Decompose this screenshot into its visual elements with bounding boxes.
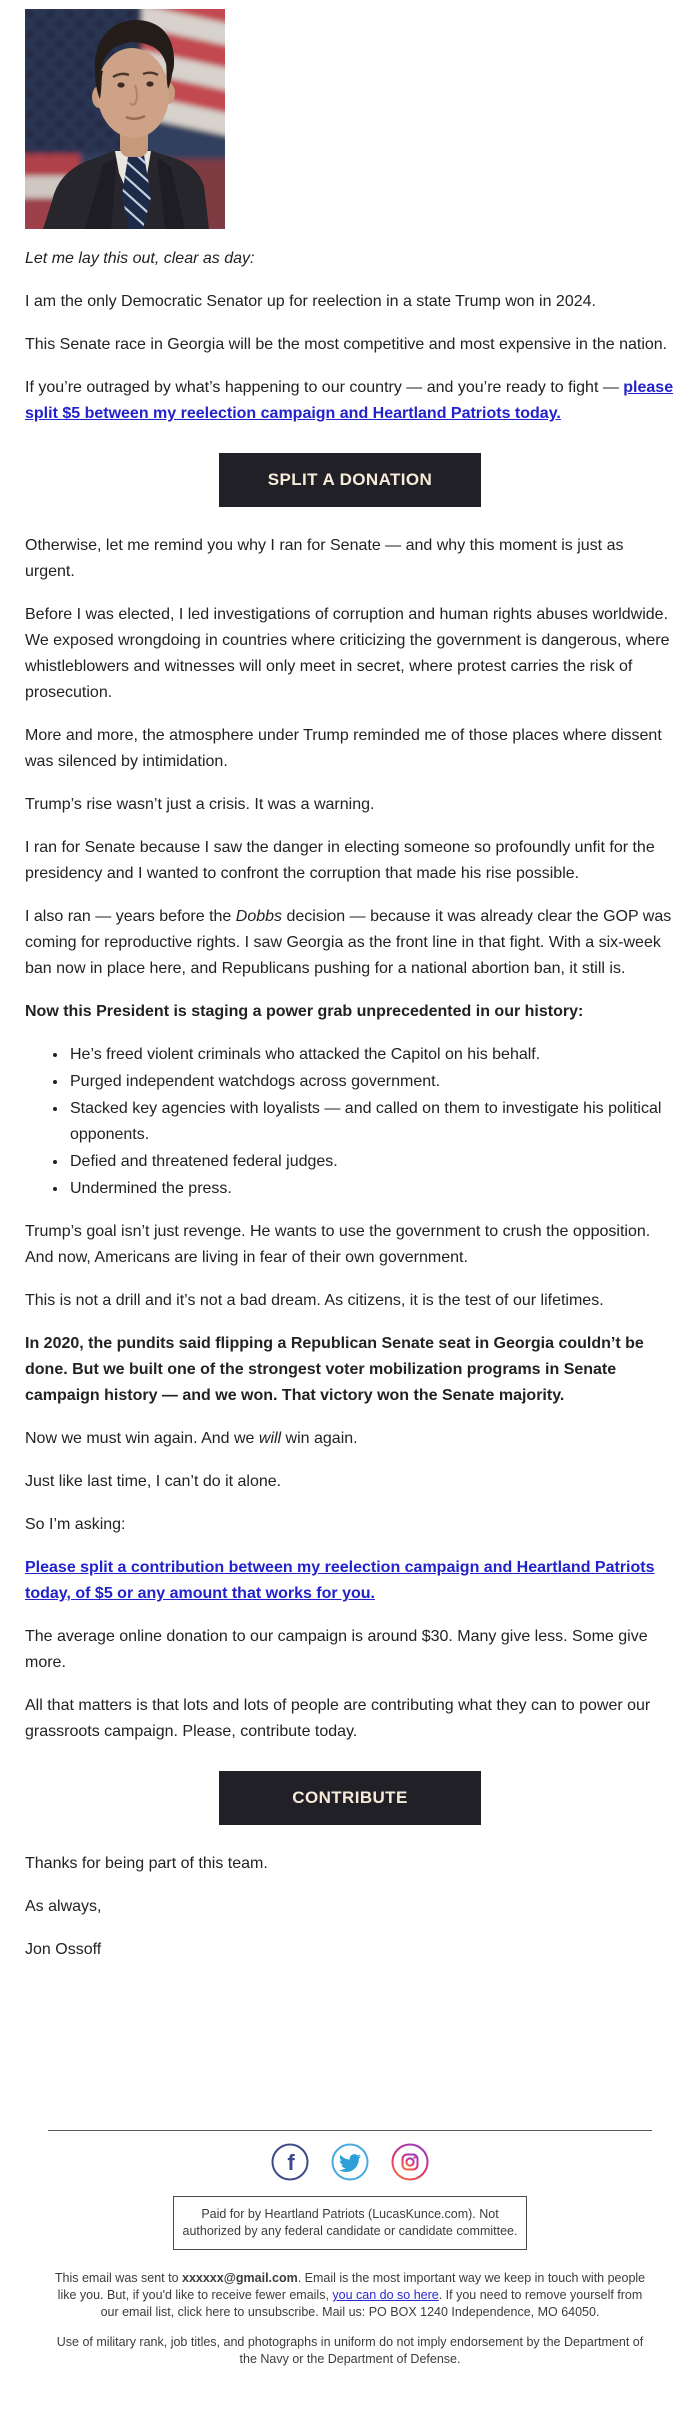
paid-for-disclaimer-box <box>173 2196 527 2250</box>
p-split-contribution <box>25 1555 675 1607</box>
footer-email-text <box>50 2270 650 2321</box>
svg-text:f: f <box>287 2150 295 2175</box>
jon-ossoff-photo <box>25 9 225 229</box>
p-not-a-drill: This is not a drill and it’s not a bad dream. As citizens, it is the test of our lifetimes. <box>25 1292 604 1309</box>
p-win-again <box>25 1426 675 1452</box>
p-thanks: Thanks for being part of this team. <box>25 1855 268 1872</box>
facebook-icon <box>271 2143 309 2181</box>
p-win-again-post: win again. <box>281 1430 358 1447</box>
jon-ossoff-photo-graphic <box>25 9 225 229</box>
footer-divider <box>48 2130 652 2131</box>
fewer-emails-link[interactable]: you can do so here <box>332 2288 439 2302</box>
p-otherwise: Otherwise, let me remind you why I ran for Senate — and why this moment is just as urgent. <box>25 537 624 580</box>
p-win-again-pre: Now we must win again. And we <box>25 1430 259 1447</box>
twitter-link[interactable] <box>331 2143 369 2181</box>
p-outraged <box>25 375 675 427</box>
intro-line: Let me lay this out, clear as day: <box>25 250 255 267</box>
instagram-link[interactable] <box>391 2143 429 2181</box>
signature: Jon Ossoff <box>25 1941 102 1958</box>
footer-sent-post: . If you need to remove yourself from our email list, click here to unsubscribe. Mail us: PO BOX 1240 Independence, MO 64050. <box>100 2288 643 2319</box>
p-also-ran-post: decision — because it was already clear the GOP was coming for reproductive rights. I saw Georgia as the front line in that fight. With a six-week ban now in place here, and Republicans pushing for a national abortion ban, it still is. <box>25 908 672 977</box>
paid-for-text: Paid for by Heartland Patriots (LucasKunce.com). Not authorized by any federal candidate or candidate committee. <box>182 2207 518 2238</box>
power-grab-bullet-list <box>25 1042 675 1202</box>
p-cant-do-it-alone: Just like last time, I can’t do it alone. <box>25 1473 282 1490</box>
p-so-im-asking: So I’m asking: <box>25 1516 126 1533</box>
military-disclaimer: Use of military rank, job titles, and photographs in uniform do not imply endorsement by the Department of the Navy or the Department of Defense. <box>56 2335 644 2366</box>
bullet-item: • He’s freed violent criminals who attacked the Capitol on his behalf. <box>68 1042 675 1068</box>
bullet-item: • Undermined the press. <box>68 1176 675 1202</box>
recipient-email: xxxxxx@gmail.com <box>182 2271 298 2285</box>
dobbs-italic: Dobbs <box>235 908 283 925</box>
footer-sent-pre: This email was sent to <box>54 2271 182 2285</box>
p-only-democrat: I am the only Democratic Senator up for reelection in a state Trump won in 2024. <box>25 293 596 310</box>
p-average-donation: The average online donation to our campaign is around $30. Many give less. Some give more. <box>25 1628 648 1671</box>
bullet-item: • Purged independent watchdogs across government. <box>68 1069 675 1095</box>
instagram-icon <box>391 2143 429 2181</box>
p-2020-pundits: In 2020, the pundits said flipping a Republican Senate seat in Georgia couldn’t be done. But we built one of the strongest voter mobilization programs in Senate campaign history — and we won. That victory won the Senate majority. <box>25 1335 644 1404</box>
p-outraged-text: If you’re outraged by what’s happening to our country — and you’re ready to fight — <box>25 379 624 396</box>
p-trumps-rise: Trump’s rise wasn’t just a crisis. It was a warning. <box>25 796 375 813</box>
p-senate-race: This Senate race in Georgia will be the most competitive and most expensive in the nation. <box>25 336 668 353</box>
social-row <box>25 2143 675 2181</box>
footer-sent-mid: . Email is the most important way we keep in touch with people like you. But, if you'd like to receive fewer emails, <box>57 2271 646 2302</box>
split-a-donation-button[interactable]: SPLIT A DONATION <box>219 453 481 507</box>
split-five-dollars-link[interactable]: please split $5 between my reelection campaign and Heartland Patriots today. <box>25 379 674 422</box>
p-as-always: As always, <box>25 1898 102 1915</box>
twitter-icon <box>331 2143 369 2181</box>
will-italic: will <box>258 1430 282 1447</box>
p-all-that-matters: All that matters is that lots and lots of people are contributing what they can to power our grassroots campaign. Please, contribute today. <box>25 1697 651 1740</box>
split-contribution-link[interactable]: Please split a contribution between my reelection campaign and Heartland Patriots today, of $5 or any amount that works for you. <box>25 1559 655 1602</box>
p-also-ran <box>25 904 675 982</box>
bullet-item: • Defied and threatened federal judges. <box>68 1149 675 1175</box>
p-trumps-goal: Trump’s goal isn’t just revenge. He wants to use the government to crush the opposition. And now, Americans are living in fear of their own government. <box>25 1223 651 1266</box>
p-also-ran-pre: I also ran — years before the <box>25 908 236 925</box>
p-before-elected: Before I was elected, I led investigations of corruption and human rights abuses worldwide. We exposed wrongdoing in countries where criticizing the government is dangerous, where whistleblowers and witnesses will only meet in secret, where protest carries the risk of prosecution. <box>25 606 670 701</box>
p-ran-for-senate: I ran for Senate because I saw the danger in electing someone so profoundly unfit for the presidency and I wanted to confront the corruption that made his rise possible. <box>25 839 655 882</box>
p-more-and-more: More and more, the atmosphere under Trump reminded me of those places where dissent was silenced by intimidation. <box>25 727 662 770</box>
facebook-link[interactable] <box>271 2143 309 2181</box>
footer-spacer <box>25 1980 675 2130</box>
bullet-item: • Stacked key agencies with loyalists — and called on them to investigate his political opponents. <box>68 1096 675 1148</box>
contribute-button[interactable]: CONTRIBUTE <box>219 1771 481 1825</box>
email-content <box>25 246 675 1963</box>
power-grab-heading: Now this President is staging a power grab unprecedented in our history: <box>25 1003 584 1020</box>
